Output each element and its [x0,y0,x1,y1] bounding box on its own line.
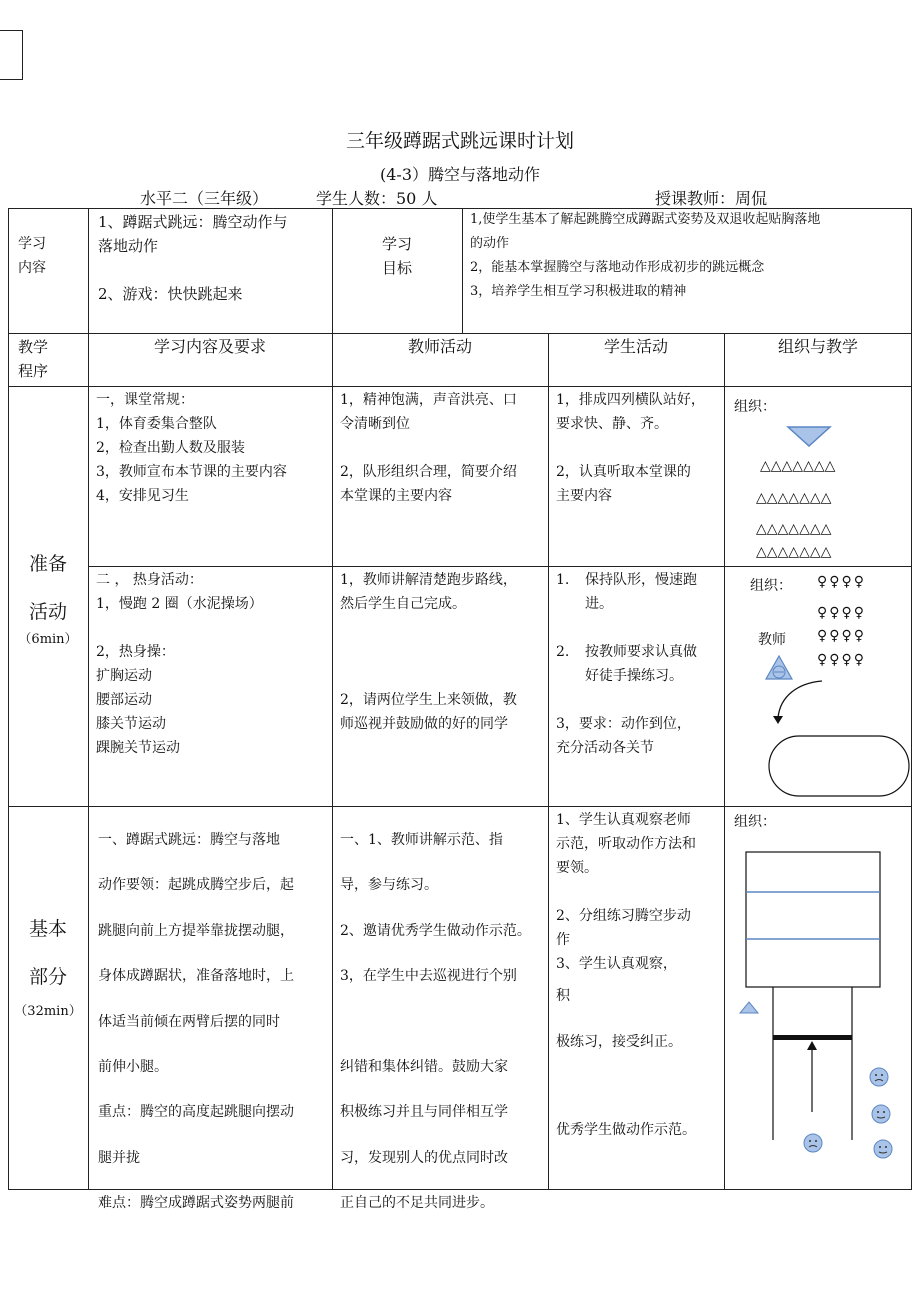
basic-student-2: 2、分组练习腾空步动 作 3、学生认真观察， 积 [556,908,691,1004]
basic-teacher: 一、1、教师讲解示范、指 导，参与练习。 2、邀请优秀学生做动作示范。 3，在学生中去巡视进行个别 纠错和集体纠错。鼓励大家 积极练习并且与同伴相互学 习，发现别人的优点同时改 正自己的不足共同进步。 [340,832,531,1212]
basic-content: 一、蹲踞式跳远：腾空与落地 动作要领：起跳成腾空步后，起 跳腿向前上方提举靠拢摆动腿， 身体成蹲踞状，准备落地时，上 体适当前倾在两臂后摆的同时 前伸小腿。 重点：腾空的高度起跳腿向摆动 腿并拢 难点：腾空成蹲踞式姿势两腿前 [98,832,294,1212]
row-divider [88,566,912,567]
warmup-org-label: 组织： [750,578,792,594]
student-count: 学生人数：50 人 [316,189,438,208]
formation-row: △△△△△△△ [756,521,832,537]
goal-label: 学习 目标 [381,235,412,277]
student-row: ♀♀♀♀ [817,628,866,644]
page-title: 三年级蹲踞式跳远课时计划 [345,130,574,152]
student-face-icon [803,1133,823,1153]
organize-header: 组织与教学 [777,337,858,356]
teacher-header: 教师活动 [407,337,472,356]
teacher-position-icon [788,427,830,447]
student-face-icon [869,1067,889,1087]
col-divider [724,333,725,1190]
prep-duration: （6min） [18,632,78,647]
learning-goals: 1,使学生基本了解起跳腾空成蹲踞式姿势及双退收起贴胸落地 的动作 2，能基本掌握腾空与落地动作形成初步的跳远概念 3，培养学生相互学习积极进取的精神 [470,212,821,299]
basic-org-label: 组织： [734,814,776,830]
student-row: ♀♀♀♀ [817,652,866,668]
requirements-header: 学习内容及要求 [153,337,266,356]
student-face-icon [873,1139,893,1159]
basic-duration: （32min） [14,1004,82,1019]
program-header: 教学 程序 [18,338,49,380]
student-row: ♀♀♀♀ [817,605,866,621]
routine-content: 一，课堂常规： 1，体育委集合整队 2，检查出勤人数及服装 3，教师宣布本节课的主要内容 4，安排见习生 [96,392,287,504]
warmup-student-2-num: 2. [556,644,570,660]
run-direction-arrow-icon [770,678,830,728]
warmup-student-1-num: 1. [556,572,570,588]
teacher-label: 教师 [758,632,786,648]
warmup-student-3: 3，要求：动作到位， 充分活动各关节 [556,716,691,756]
routine-teacher: 1，精神饱满，声音洪亮、口 令清晰到位 2，队形组织合理，简要介绍 本堂课的主要内容 [340,392,517,504]
content-label: 学习 内容 [18,236,46,276]
page-corner-mark [0,30,23,80]
basic-student-4: 优秀学生做动作示范。 [556,1122,696,1138]
teacher-name: 授课教师：周侃 [655,189,768,208]
page-subtitle: (4-3）腾空与落地动作 [379,165,540,184]
prep-section-label: 准备 活动 [28,553,67,623]
row-divider [8,806,912,807]
warmup-teacher-1: 1，教师讲解清楚跑步路线， 然后学生自己完成。 [340,572,517,612]
row-divider [8,333,912,334]
row-divider [8,386,912,387]
grade-level: 水平二（三年级） [140,189,269,208]
formation-row: △△△△△△△ [756,490,832,506]
formation-row: △△△△△△△ [760,458,836,474]
learning-content: 1、蹲踞式跳远：腾空动作与 落地动作 2、游戏：快快跳起来 [98,213,288,303]
student-row: ♀♀♀♀ [817,574,866,590]
routine-student: 1，排成四列横队站好， 要求快、静、齐。 2，认真听取本堂课的 主要内容 [556,392,705,504]
basic-student-3: 极练习，接受纠正。 [556,1034,682,1050]
running-track-icon [767,734,911,798]
warmup-content: 二 ， 热身活动： 1，慢跑 2 圈（水泥操场） 2，热身操： 扩胸运动 腰部运动 膝关节运动 踝腕关节运动 [96,572,263,756]
basic-section-label: 基本 部分 [28,918,67,988]
student-header: 学生活动 [603,337,668,356]
warmup-student-1: 保持队形，慢速跑 进。 [585,572,697,612]
warmup-student-2: 按教师要求认真做 好徒手操练习。 [585,644,697,684]
formation-row: △△△△△△△ [756,544,832,560]
col-divider [548,333,549,1190]
routine-org-label: 组织： [734,399,776,415]
warmup-teacher-2: 2，请两位学生上来领做，教 师巡视并鼓励做的好的同学 [340,692,517,732]
student-face-icon [871,1104,891,1124]
col-divider [462,208,463,333]
basic-student-1: 1、学生认真观察老师 示范，听取动作方法和 要领。 [556,812,696,876]
